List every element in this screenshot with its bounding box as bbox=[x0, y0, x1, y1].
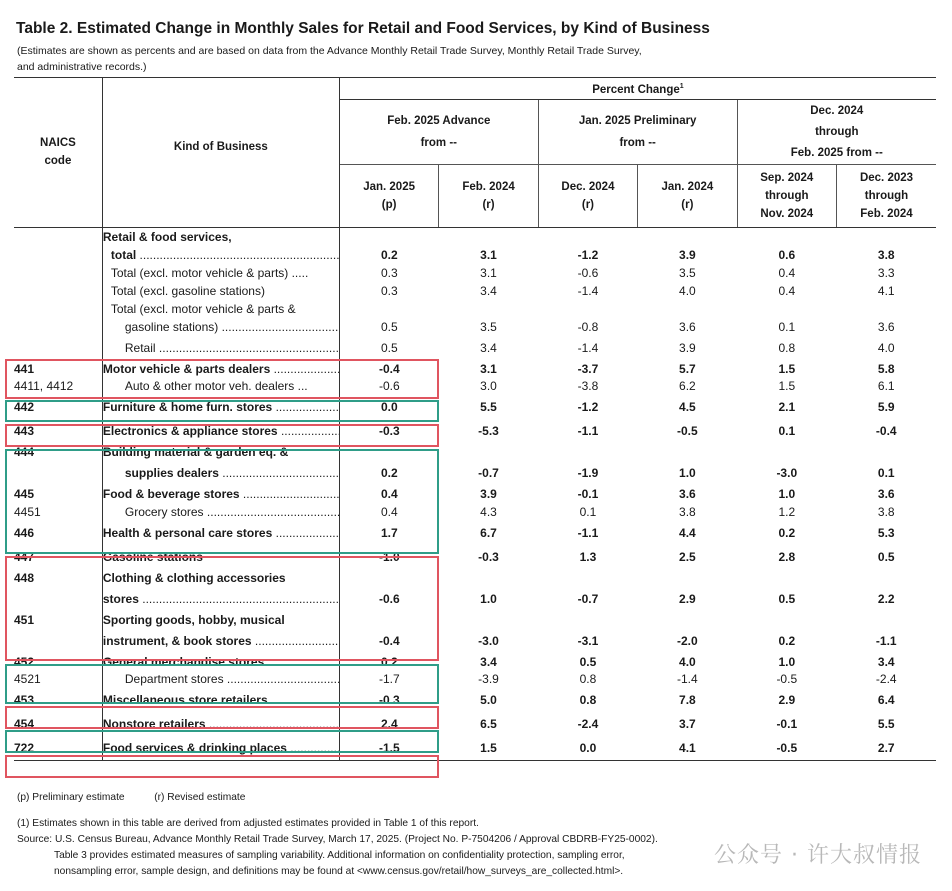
value-cell: 3.5 bbox=[679, 265, 696, 280]
naics-code: 448 bbox=[14, 569, 102, 587]
row-label: General merchandise stores ..... bbox=[102, 653, 339, 671]
value-cell: 3.6 bbox=[679, 486, 696, 501]
value-cell: -1.2 bbox=[577, 399, 599, 414]
row-label: Department stores ..... bbox=[102, 670, 339, 688]
naics-code: 4451 bbox=[14, 503, 102, 521]
naics-header: NAICS code bbox=[14, 78, 102, 228]
footnotes bbox=[17, 816, 658, 880]
value-cell: 0.0 bbox=[381, 399, 398, 414]
naics-code: 445 bbox=[14, 485, 102, 503]
value-cell: 0.1 bbox=[579, 504, 597, 519]
percent-change-header: Percent Change$^1$ bbox=[339, 78, 936, 100]
note-table3-line2: nonsampling error, sample design, and definitions may be found at <www.census.gov/retail/how_surveys_are_collected.html>. bbox=[54, 866, 624, 877]
value-cell: 2.2 bbox=[877, 591, 895, 606]
value-cell: 0.6 bbox=[778, 247, 796, 262]
table-body bbox=[14, 227, 936, 760]
row-label: Miscellaneous store retailers ..... bbox=[102, 688, 339, 712]
value-cell: 2.5 bbox=[679, 549, 696, 564]
value-cell: -0.1 bbox=[577, 486, 599, 501]
value-cell: -0.6 bbox=[379, 591, 400, 606]
value-cell: -1.7 bbox=[379, 672, 400, 687]
row-label: Total (excl. motor vehicle & parts & bbox=[102, 300, 339, 318]
value-cell: 0.3 bbox=[381, 265, 398, 280]
value-cell: 1.5 bbox=[778, 361, 796, 376]
value-cell: -3.7 bbox=[577, 361, 599, 376]
col-header-feb-2024: Feb. 2024 (r) bbox=[439, 164, 538, 227]
value-cell: 3.8 bbox=[877, 247, 895, 262]
value-cell: 5.9 bbox=[877, 399, 895, 414]
row-label: Food & beverage stores ..... bbox=[102, 485, 339, 503]
value-cell: 3.6 bbox=[877, 486, 895, 501]
row-label: total ..... bbox=[102, 246, 339, 264]
row-label: Grocery stores ..... bbox=[102, 503, 339, 521]
value-cell: -1.4 bbox=[577, 283, 599, 298]
naics-code: 441 bbox=[14, 360, 102, 378]
group-header-jan-preliminary: Jan. 2025 Preliminary from -- bbox=[538, 99, 737, 164]
value-cell: 1.0 bbox=[480, 591, 497, 606]
value-cell: 4.3 bbox=[480, 504, 497, 519]
value-cell: 1.2 bbox=[778, 504, 796, 519]
naics-code: 452 bbox=[14, 653, 102, 671]
row-label: Total (excl. gasoline stations) bbox=[102, 282, 339, 300]
naics-code: 443 bbox=[14, 419, 102, 443]
value-cell: 0.2 bbox=[381, 247, 398, 262]
row-label: Nonstore retailers ..... bbox=[102, 712, 339, 736]
col-header-dec-feb-2024: Dec. 2023 through Feb. 2024 bbox=[837, 164, 937, 227]
row-label: Motor vehicle & parts dealers ..... bbox=[102, 360, 339, 378]
value-cell: -1.0 bbox=[379, 549, 400, 564]
value-cell: 0.1 bbox=[778, 319, 796, 334]
value-cell: -0.4 bbox=[379, 633, 400, 648]
note-source: Source: U.S. Census Bureau, Advance Monthly Retail Trade Survey, March 17, 2025. (Project No. P-7504206 / Approval CBDRB-FY25-0002). bbox=[17, 834, 658, 845]
value-cell: 6.2 bbox=[679, 379, 696, 394]
table-row bbox=[14, 629, 936, 653]
value-cell: -0.6 bbox=[379, 379, 400, 394]
value-cell: 3.1 bbox=[480, 247, 497, 262]
value-cell: 4.1 bbox=[877, 283, 895, 298]
naics-code: 454 bbox=[14, 712, 102, 736]
value-cell: -3.0 bbox=[478, 633, 499, 648]
col-header-jan-2025: Jan. 2025 (p) bbox=[339, 164, 438, 227]
note-1: (1) Estimates shown in this table are derived from adjusted estimates provided in Table 1 of this report. bbox=[17, 818, 479, 829]
table-row bbox=[14, 712, 936, 736]
row-label: supplies dealers ..... bbox=[102, 461, 339, 485]
table-row bbox=[14, 653, 936, 671]
naics-code: 444 bbox=[14, 443, 102, 461]
note-table3-line1: Table 3 provides estimated measures of sampling variability. Additional information on confidentiality protection, sampling error, bbox=[54, 850, 625, 861]
naics-code: 453 bbox=[14, 688, 102, 712]
table-row bbox=[14, 336, 936, 360]
table-row bbox=[14, 264, 936, 282]
value-cell: -0.8 bbox=[577, 319, 599, 334]
table-row bbox=[14, 443, 936, 461]
col-header-jan-2024: Jan. 2024 (r) bbox=[638, 164, 737, 227]
table-row bbox=[14, 569, 936, 587]
table-row bbox=[14, 521, 936, 545]
value-cell: 3.3 bbox=[877, 265, 895, 280]
table-row bbox=[14, 300, 936, 318]
footnote-estimates bbox=[17, 790, 245, 806]
value-cell: -1.4 bbox=[577, 340, 599, 355]
value-cell: 2.1 bbox=[778, 399, 796, 414]
table-row bbox=[14, 282, 936, 300]
row-label: Auto & other motor veh. dealers ... bbox=[102, 377, 339, 395]
value-cell: 3.4 bbox=[480, 340, 497, 355]
value-cell: 5.3 bbox=[877, 525, 895, 540]
value-cell: 3.9 bbox=[679, 340, 696, 355]
value-cell: 2.8 bbox=[778, 549, 796, 564]
value-cell: -0.4 bbox=[875, 423, 897, 438]
value-cell: 3.4 bbox=[480, 283, 497, 298]
value-cell: 1.3 bbox=[579, 549, 597, 564]
value-cell: 6.7 bbox=[480, 525, 497, 540]
table-row bbox=[14, 395, 936, 419]
value-cell: 0.8 bbox=[778, 340, 796, 355]
naics-code: 447 bbox=[14, 545, 102, 569]
value-cell: -1.2 bbox=[577, 247, 599, 262]
value-cell: -0.3 bbox=[379, 692, 400, 707]
row-label: Food services & drinking places ..... bbox=[102, 736, 339, 761]
value-cell: 0.2 bbox=[778, 525, 796, 540]
value-cell: 0.4 bbox=[778, 283, 796, 298]
value-cell: 1.7 bbox=[381, 525, 398, 540]
value-cell: -0.5 bbox=[677, 423, 698, 438]
value-cell: 0.5 bbox=[381, 319, 398, 334]
table-title: Table 2. Estimated Change in Monthly Sales for Retail and Food Services, by Kind of Business bbox=[16, 20, 710, 37]
value-cell: 4.0 bbox=[679, 654, 696, 669]
value-cell: 0.1 bbox=[778, 423, 796, 438]
table-row bbox=[14, 419, 936, 443]
row-label: Electronics & appliance stores ..... bbox=[102, 419, 339, 443]
value-cell: 2.9 bbox=[679, 591, 696, 606]
value-cell: 3.8 bbox=[679, 504, 696, 519]
subtitle-line-2: and administrative records.) bbox=[17, 61, 147, 73]
value-cell: 3.8 bbox=[877, 504, 895, 519]
value-cell: 3.9 bbox=[679, 247, 696, 262]
value-cell: 1.0 bbox=[778, 654, 796, 669]
value-cell: -3.8 bbox=[577, 379, 599, 394]
value-cell: 1.5 bbox=[439, 736, 538, 761]
value-cell: 0.4 bbox=[381, 504, 398, 519]
value-cell: 3.6 bbox=[679, 319, 696, 334]
naics-code: 442 bbox=[14, 395, 102, 419]
value-cell: -1.1 bbox=[577, 525, 599, 540]
value-cell: -0.3 bbox=[478, 549, 499, 564]
kob-header: Kind of Business bbox=[102, 78, 339, 228]
value-cell: 0.3 bbox=[381, 283, 398, 298]
value-cell: 4.4 bbox=[679, 525, 696, 540]
row-label: Building material & garden eq. & bbox=[102, 443, 339, 461]
value-cell: -0.5 bbox=[776, 672, 798, 687]
value-cell: 0.5 bbox=[877, 549, 895, 564]
table-row bbox=[14, 736, 936, 761]
table-row bbox=[14, 503, 936, 521]
table-row bbox=[14, 360, 936, 378]
value-cell: -0.5 bbox=[737, 736, 836, 761]
row-label: Sporting goods, hobby, musical bbox=[102, 611, 339, 629]
value-cell: 6.4 bbox=[877, 692, 895, 707]
table-row bbox=[14, 318, 936, 336]
value-cell: -1.4 bbox=[677, 672, 698, 687]
value-cell: 5.5 bbox=[877, 716, 895, 731]
header-row-1 bbox=[14, 78, 936, 100]
value-cell: -0.1 bbox=[776, 716, 798, 731]
value-cell: -3.1 bbox=[577, 633, 599, 648]
naics-code: 451 bbox=[14, 611, 102, 629]
row-label: Total (excl. motor vehicle & parts) ..... bbox=[102, 264, 339, 282]
naics-code: 4411, 4412 bbox=[14, 377, 102, 395]
group-header-dec-through-feb: Dec. 2024 through Feb. 2025 from -- bbox=[737, 99, 936, 164]
table-row bbox=[14, 545, 936, 569]
value-cell: 0.2 bbox=[381, 654, 398, 669]
value-cell: -0.3 bbox=[379, 423, 400, 438]
value-cell: 4.5 bbox=[679, 399, 696, 414]
value-cell: 0.8 bbox=[579, 692, 597, 707]
row-label: Health & personal care stores ..... bbox=[102, 521, 339, 545]
value-cell: 4.0 bbox=[679, 283, 696, 298]
value-cell: 0.5 bbox=[778, 591, 796, 606]
group-header-feb-advance: Feb. 2025 Advance from -- bbox=[339, 99, 538, 164]
table-row bbox=[14, 461, 936, 485]
row-label: gasoline stations) ..... bbox=[102, 318, 339, 336]
value-cell: 2.9 bbox=[778, 692, 796, 707]
naics-code: 446 bbox=[14, 521, 102, 545]
value-cell: 3.0 bbox=[480, 379, 497, 394]
value-cell: -2.4 bbox=[875, 672, 897, 687]
value-cell: -0.4 bbox=[379, 361, 400, 376]
value-cell: -2.0 bbox=[677, 633, 698, 648]
note-revised: (r) Revised estimate bbox=[154, 792, 246, 803]
table-row bbox=[14, 670, 936, 688]
table-row bbox=[14, 246, 936, 264]
value-cell: -5.3 bbox=[478, 423, 499, 438]
value-cell: 4.1 bbox=[638, 736, 737, 761]
table-row bbox=[14, 611, 936, 629]
value-cell: 0.2 bbox=[778, 633, 796, 648]
value-cell: -1.1 bbox=[577, 423, 599, 438]
value-cell: 1.0 bbox=[778, 486, 796, 501]
value-cell: -0.7 bbox=[478, 465, 499, 480]
sales-change-table bbox=[14, 77, 936, 761]
value-cell: 0.4 bbox=[778, 265, 796, 280]
value-cell: -1.1 bbox=[875, 633, 897, 648]
note-preliminary: (p) Preliminary estimate bbox=[17, 792, 125, 803]
value-cell: 1.0 bbox=[679, 465, 696, 480]
watermark: 公众号 · 许大叔情报 bbox=[714, 843, 922, 868]
value-cell: 2.4 bbox=[381, 716, 398, 731]
value-cell: 0.0 bbox=[538, 736, 637, 761]
row-label: stores ..... bbox=[102, 587, 339, 611]
row-label: Furniture & home furn. stores ..... bbox=[102, 395, 339, 419]
value-cell: 0.5 bbox=[579, 654, 597, 669]
value-cell: 6.5 bbox=[480, 716, 497, 731]
value-cell: 6.1 bbox=[877, 379, 895, 394]
value-cell: 5.0 bbox=[480, 692, 497, 707]
value-cell: -3.9 bbox=[478, 672, 499, 687]
naics-code: 4521 bbox=[14, 670, 102, 688]
value-cell: -0.7 bbox=[577, 591, 599, 606]
value-cell: 3.5 bbox=[480, 319, 497, 334]
row-label: Clothing & clothing accessories bbox=[102, 569, 339, 587]
value-cell: 3.1 bbox=[480, 265, 497, 280]
row-label: Retail & food services, bbox=[102, 227, 339, 246]
value-cell: 0.2 bbox=[381, 465, 398, 480]
value-cell: 5.7 bbox=[679, 361, 696, 376]
value-cell: 3.1 bbox=[480, 361, 497, 376]
value-cell: 3.6 bbox=[877, 319, 895, 334]
value-cell: -1.9 bbox=[577, 465, 599, 480]
value-cell: 0.5 bbox=[381, 340, 398, 355]
value-cell: 5.8 bbox=[877, 361, 895, 376]
table-row bbox=[14, 377, 936, 395]
value-cell: 5.5 bbox=[480, 399, 497, 414]
value-cell: -0.6 bbox=[577, 265, 599, 280]
table-row bbox=[14, 485, 936, 503]
value-cell: 4.0 bbox=[877, 340, 895, 355]
table-row bbox=[14, 688, 936, 712]
value-cell: 7.8 bbox=[679, 692, 696, 707]
value-cell: 3.4 bbox=[480, 654, 497, 669]
value-cell: 0.1 bbox=[877, 465, 895, 480]
value-cell: 3.7 bbox=[679, 716, 696, 731]
col-header-dec-2024: Dec. 2024 (r) bbox=[538, 164, 637, 227]
value-cell: 3.4 bbox=[877, 654, 895, 669]
row-label: Retail ..... bbox=[102, 336, 339, 360]
value-cell: -2.4 bbox=[577, 716, 599, 731]
table-subtitle bbox=[17, 43, 777, 75]
col-header-sep-nov-2024: Sep. 2024 through Nov. 2024 bbox=[737, 164, 836, 227]
value-cell: 3.9 bbox=[480, 486, 497, 501]
row-label: Gasoline stations bbox=[102, 545, 339, 569]
value-cell: -1.5 bbox=[339, 736, 438, 761]
value-cell: -3.0 bbox=[776, 465, 798, 480]
table-row bbox=[14, 227, 936, 246]
subtitle-line-1: (Estimates are shown as percents and are based on data from the Advance Monthly Retail Trade Survey, Monthly Retail Trade Survey, bbox=[17, 45, 642, 57]
naics-code: 722 bbox=[14, 736, 102, 761]
value-cell: 2.7 bbox=[837, 736, 937, 761]
value-cell: 0.4 bbox=[381, 486, 398, 501]
value-cell: 0.8 bbox=[579, 672, 597, 687]
row-label: instrument, & book stores ..... bbox=[102, 629, 339, 653]
value-cell: 1.5 bbox=[778, 379, 796, 394]
table-row bbox=[14, 587, 936, 611]
